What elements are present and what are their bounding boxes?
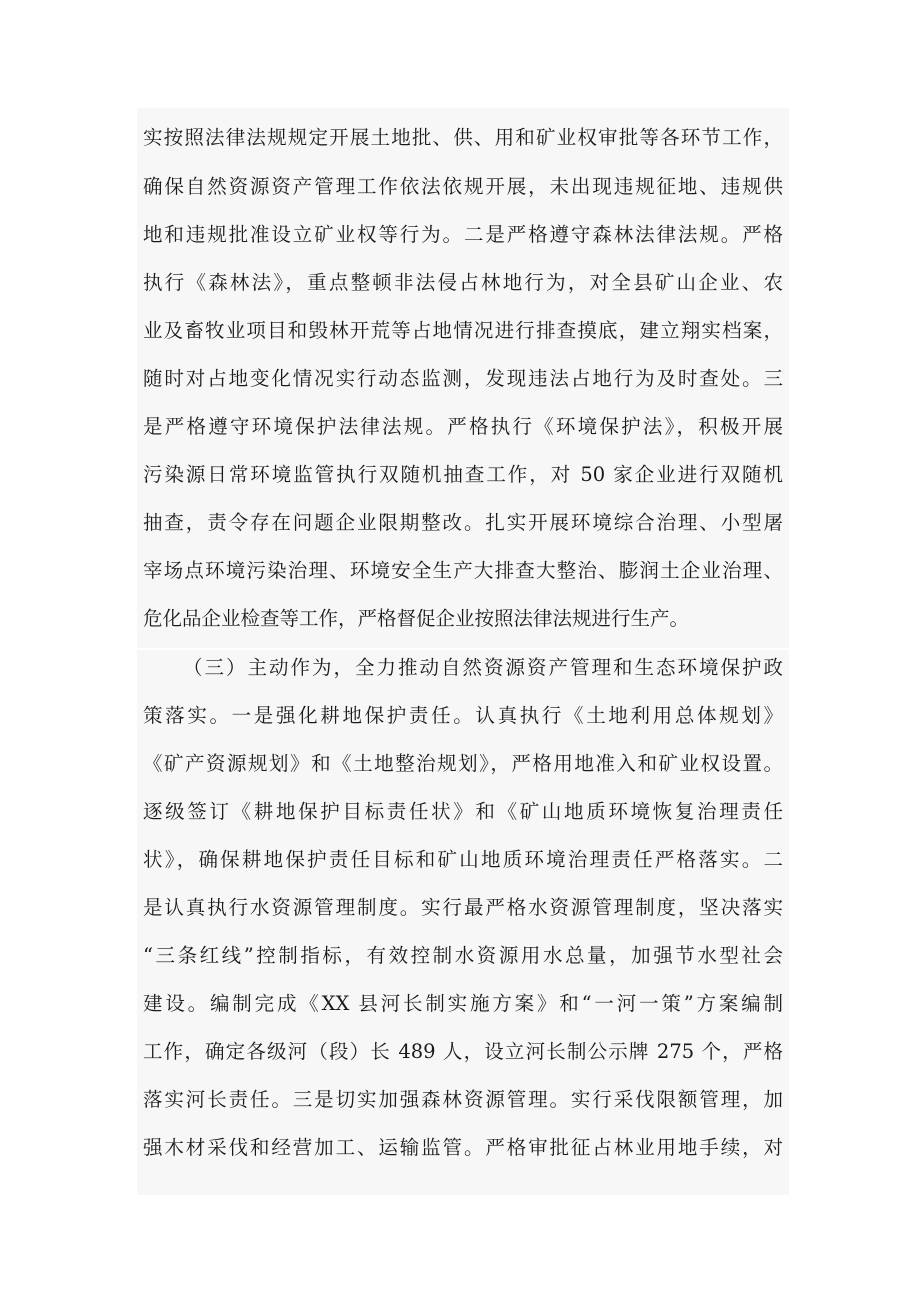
text-line-first-indented: （三）主动作为，全力推动自然资源资产管理和生态环境保护政 <box>183 656 783 679</box>
text-line: 强木材采伐和经营加工、运输监管。严格审批征占林业用地手续，对 <box>143 1136 783 1159</box>
text-line: “三条红线”控制指标，有效控制水资源用水总量，加强节水型社会 <box>143 944 783 967</box>
text-line: 确保自然资源资产管理工作依法依规开展，未出现违规征地、违规供 <box>143 175 783 198</box>
text-line: 工作，确定各级河（段）长 489 人，设立河长制公示牌 275 个，严格 <box>143 1040 783 1063</box>
text-line: 建设。编制完成《XX 县河长制实施方案》和“一河一策”方案编制 <box>143 992 783 1015</box>
text-line: 污染源日常环境监管执行双随机抽查工作，对 50 家企业进行双随机 <box>143 463 783 486</box>
text-line: 实按照法律法规规定开展土地批、供、用和矿业权审批等各环节工作， <box>143 126 783 149</box>
text-line: 逐级签订《耕地保护目标责任状》和《矿山地质环境恢复治理责任 <box>143 800 783 823</box>
text-line: 是严格遵守环境保护法律法规。严格执行《环境保护法》，积极开展 <box>143 415 783 438</box>
text-line-last: 危化品企业检查等工作，严格督促企业按照法律法规进行生产。 <box>143 607 690 630</box>
text-line: 状》，确保耕地保护责任目标和矿山地质环境治理责任严格落实。二 <box>143 848 783 871</box>
text-line: 抽查，责令存在问题企业限期整改。扎实开展环境综合治理、小型屠 <box>143 511 783 534</box>
text-line: 随时对占地变化情况实行动态监测，发现违法占地行为及时查处。三 <box>143 367 783 390</box>
paragraph-block-1 <box>137 108 789 648</box>
text-line: 是认真执行水资源管理制度。实行最严格水资源管理制度，坚决落实 <box>143 896 783 919</box>
paragraph-block-2 <box>137 650 789 1195</box>
text-line: 宰场点环境污染治理、环境安全生产大排查大整治、膨润土企业治理、 <box>143 559 783 582</box>
text-line: 业及畜牧业项目和毁林开荒等占地情况进行排查摸底，建立翔实档案， <box>143 319 783 342</box>
text-line: 策落实。一是强化耕地保护责任。认真执行《土地利用总体规划》 <box>143 704 783 727</box>
text-line: 执行《森林法》，重点整顿非法侵占林地行为，对全县矿山企业、农 <box>143 271 783 294</box>
text-line: 《矿产资源规划》和《土地整治规划》，严格用地准入和矿业权设置。 <box>143 752 783 775</box>
text-line: 地和违规批准设立矿业权等行为。二是严格遵守森林法律法规。严格 <box>143 223 783 246</box>
text-line: 落实河长责任。三是切实加强森林资源管理。实行采伐限额管理，加 <box>143 1088 783 1111</box>
